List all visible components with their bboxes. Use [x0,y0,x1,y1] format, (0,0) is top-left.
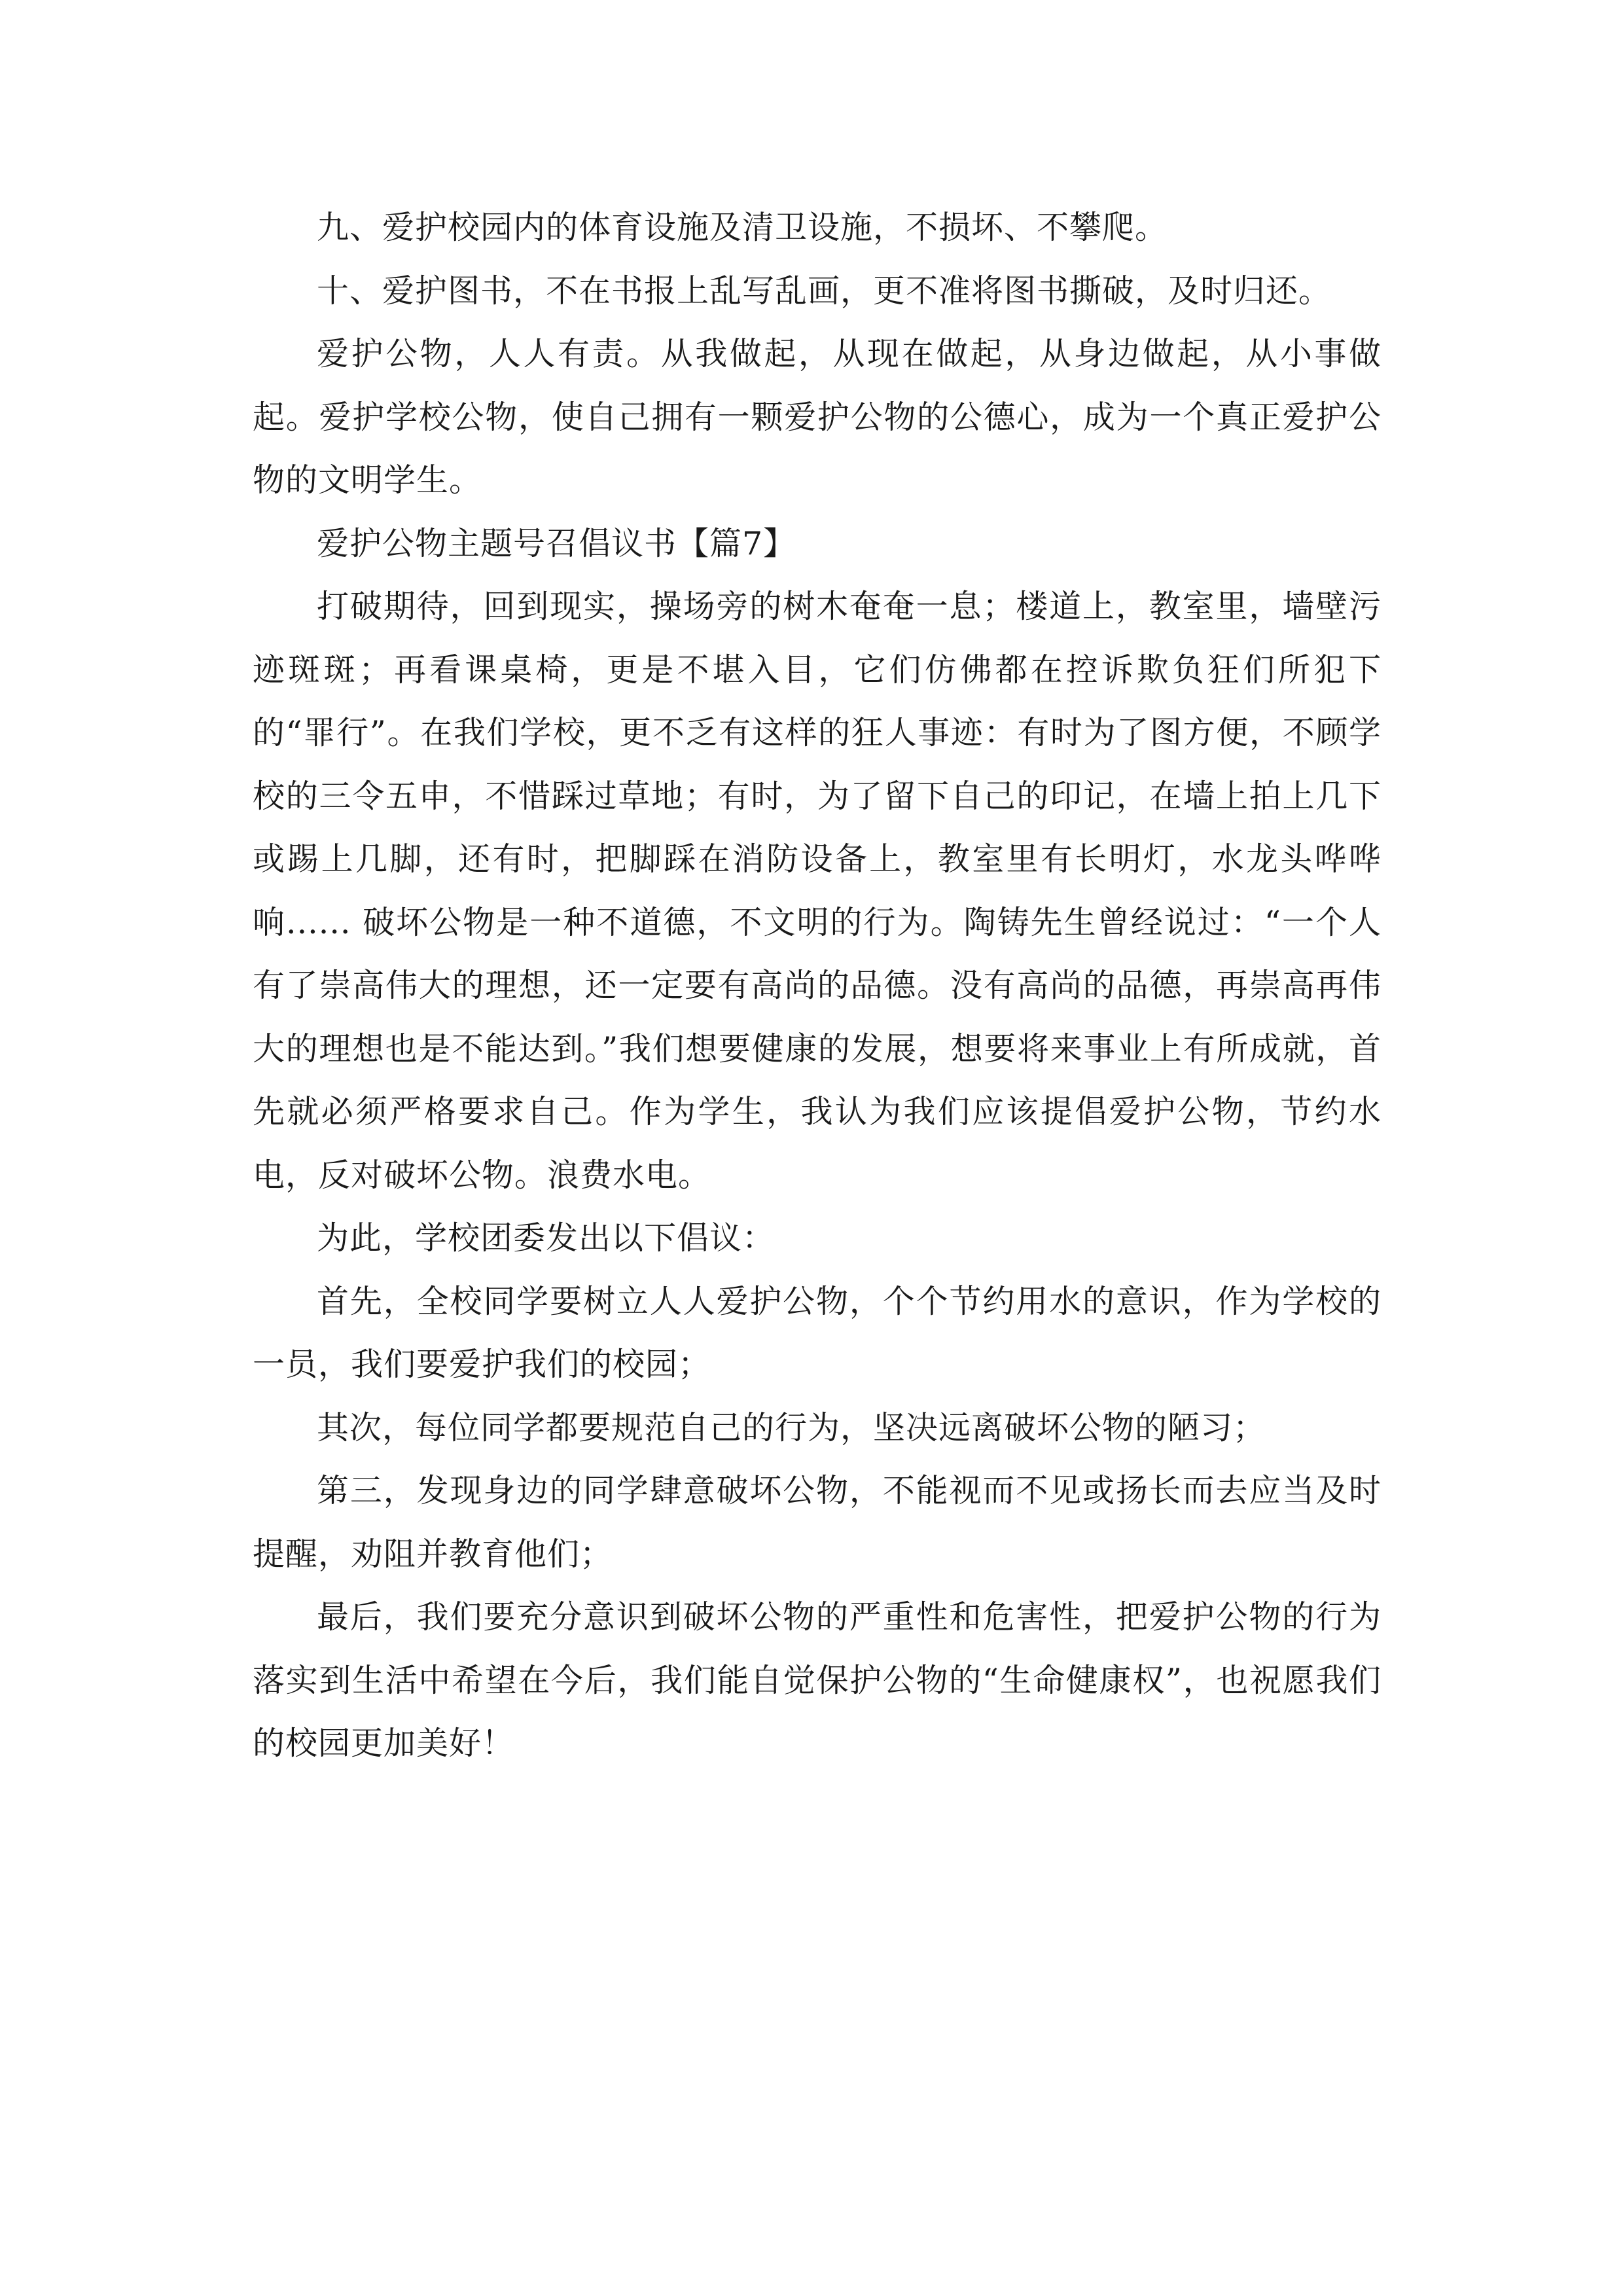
paragraph-intro: 打破期待，回到现实，操场旁的树木奄奄一息；楼道上，教室里，墙壁污迹斑斑；再看课桌椅，更是不堪入目，它们仿佛都在控诉欺负狂们所犯下的“罪行”。在我们学校，更不乏有这样的狂人事迹：有时为了图方便，不顾学校的三令五申，不惜踩过草地；有时，为了留下自己的印记，在墙上拍上几下或踢上几脚，还有时，把脚踩在消防设备上，教室里有长明灯，水龙头哗哗响...... 破坏公物是一种不道德，不文明的行为。陶铸先生曾经说过：“一个人有了崇高伟大的理想，还一定要有高尚的品德。没有高尚的品德，再崇高再伟大的理想也是不能达到。”我们想要健康的发展，想要将来事业上有所成就，首先就必须严格要求自己。作为学生，我认为我们应该提倡爱护公物，节约水电，反对破坏公物。浪费水电。 [253,588,1382,1194]
document-body [253,196,1382,1776]
paragraph-item-10: 十、爱护图书，不在书报上乱写乱画，更不准将图书撕破，及时归还。 [317,272,1332,310]
paragraph-summary: 爱护公物，人人有责。从我做起，从现在做起，从身边做起，从小事做起。爱护学校公物，使自己拥有一颗爱护公物的公德心，成为一个真正爱护公物的文明学生。 [253,335,1382,499]
paragraph-third: 第三，发现身边的同学肆意破坏公物，不能视而不见或扬长而去应当及时提醒，劝阻并教育他们； [253,1472,1382,1573]
paragraph-final: 最后，我们要充分意识到破坏公物的严重性和危害性，把爱护公物的行为落实到生活中希望在今后，我们能自觉保护公物的“生命健康权”，也祝愿我们的校园更加美好！ [253,1598,1382,1762]
paragraph-first: 首先，全校同学要树立人人爱护公物，个个节约用水的意识，作为学校的一员，我们要爱护我们的校园； [253,1282,1382,1383]
paragraph-proposal-lead: 为此，学校团委发出以下倡议： [317,1219,776,1257]
paragraph-item-9: 九、爱护校园内的体育设施及清卫设施，不损坏、不攀爬。 [317,209,1168,246]
paragraph-second: 其次，每位同学都要规范自己的行为，坚决远离破坏公物的陋习； [317,1408,1266,1446]
section-heading: 爱护公物主题号召倡议书【篇7】 [317,524,796,562]
